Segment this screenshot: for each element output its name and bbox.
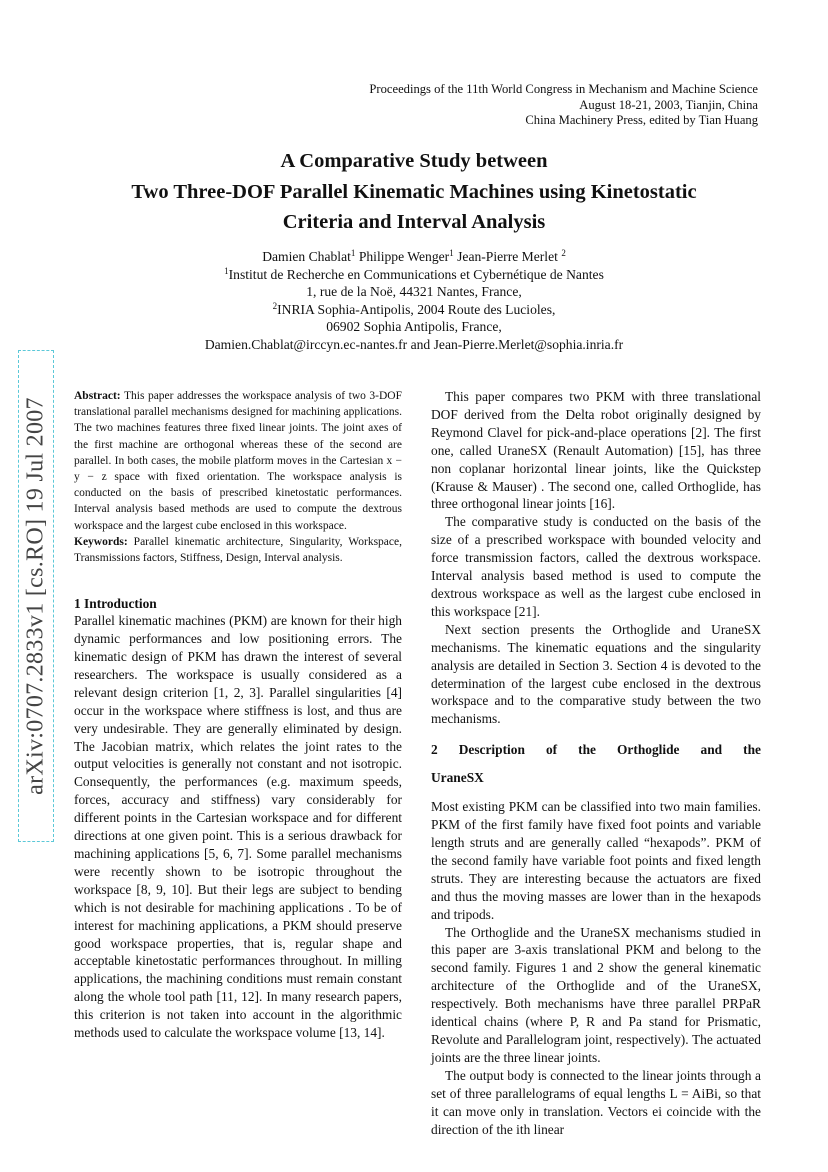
proceedings-line: August 18-21, 2003, Tianjin, China [579,97,758,112]
proceedings-line: Proceedings of the 11th World Congress in Mechanism and Machine Science [369,82,758,96]
affiliation-name: Institut de Recherche en Communications et Cybernétique de Nantes [228,266,604,282]
affiliation-mark: 1 [449,248,454,258]
abstract-text: This paper addresses the workspace analysis of two 3-DOF translational parallel mechanisms designed for machining applications. The two machines features three fixed linear joints. The joint axes of the first machine are orthogonal whereas these of the second are parallel. In both cases, the mobile platform moves in the Cartesian x − y − z space with fixed orientation. The workspace analysis is conducted on the basis of prescribed kinetostatic performances. Interval analysis based methods are used to compute the dextrous workspace and the largest cube enclosed in this workspace. [74,390,402,532]
introduction-section [74,596,402,1042]
author-emails: Damien.Chablat@irccyn.ec-nantes.fr and Jean-Pierre.Merlet@sophia.inria.fr [204,336,624,352]
abstract [74,388,402,566]
section-paragraph: This paper compares two PKM with three translational DOF derived from the Delta robot originally designed by Reymond Clavel for pick-and-place operations [2]. The first one, called UraneSX (Renault Automation) [15], has three non coplanar horizontal linear joints, like the Quickstep (Krause & Mauser) . The second one, called Orthoglide, has three orthogonal linear joints [16]. [431,389,761,512]
author-name: Damien Chablat [262,249,351,264]
section-paragraph: The Orthoglide and the UraneSX mechanisms studied in this paper are 3-axis translational PKM and belong to the second family. Figures 1 and 2 show the general kinematic architecture of the Orthoglide and of the UraneSX, respectively. Both mechanisms have three parallel PRPaR identical chains (where P, R and Pa stand for Prismatic, Revolute and Parallelogram joint, respectively). The actuated joints are the three linear joints. [431,924,761,1065]
paper-title [60,146,768,238]
arxiv-side-stamp [18,350,54,842]
proceedings-line: China Machinery Press, edited by Tian Huang [525,113,758,128]
arxiv-stamp-text: arXiv:0707.2833v1 [cs.RO] 19 Jul 2007 [22,397,49,795]
affiliation-1-address: 1, rue de la Noë, 44321 Nantes, France, [306,284,522,300]
affiliation-mark: 1 [224,265,229,276]
right-column [431,388,761,1138]
section-paragraph: Parallel kinematic machines (PKM) are known for their high dynamic performances and low positioning errors. The kinematic design of PKM has drawn the interest of several researchers. The workspace is usually considered as a relevant design criterion [1, 2, 3]. Parallel singularities [4] occur in the workspace where stiffness is lost, and thus are very undesirable. They are generally eliminated by design. The Jacobian matrix, which relates the joint rates to the output velocities is generally not constant and not isotropic. Consequently, the performances (e.g. maximum speeds, forces, accuracy and stiffness) vary considerably for different points in the Cartesian workspace and for different directions at one given point. This is a serious drawback for machining applications [5, 6, 7]. Some parallel mechanisms were recently shown to be isotropic throughout the workspace [8, 9, 10]. But their legs are subject to bending which is not desirable for machining applications . To be of interest for machining applications, a PKM should preserve good workspace properties, that is, regular shape and acceptable kinetostatic performances throughout. In milling applications, the machining conditions must remain constant along the whole tool path [11, 12]. In many research papers, this criterion is not taken into account in the algorithmic methods used to calculate the workspace volume [13, 14]. [74,613,402,1041]
affiliation-2 [100,301,728,319]
abstract-label: Abstract: [74,390,121,402]
affiliation-1 [100,266,728,284]
keywords-label: Keywords: [74,535,128,548]
section-heading: 1 Introduction [74,596,157,612]
author-names [100,248,728,266]
author-block [100,248,728,354]
affiliation-mark: 2 [272,300,278,311]
author-name: Jean-Pierre Merlet [457,249,558,264]
section-paragraph: The output body is connected to the linear joints through a set of three parallelograms of equal lengths L = AiBi, so that it can move only in translation. Vectors ei coincide with the direction of the ith linear [431,1067,761,1137]
author-name: Philippe Wenger [358,249,450,264]
section-paragraph: The comparative study is conducted on the basis of the size of a prescribed workspace with bounded velocity and force transmission factors, called the dextrous workspace. Interval analysis based method is used to compute the dextrous workspace as well as the largest cube enclosed in this workspace [21]. [431,514,761,619]
keywords-text: Parallel kinematic architecture, Singularity, Workspace, Transmissions factors, Stiffness, Design, Interval analysis. [74,535,402,565]
section-paragraph: Most existing PKM can be classified into two main families. PKM of the first family have fixed foot points and variable length struts and are generally called “hexapods”. PKM of the second family have variable foot points and fixed length struts. They are interesting because the actuators are fixed and thus the moving masses are lower than in the hexapods and tripods. [431,799,761,922]
title-line: Two Three-DOF Parallel Kinematic Machines using Kinetostatic [131,180,697,203]
title-line: Criteria and Interval Analysis [282,211,546,233]
affiliation-name: INRIA Sophia-Antipolis, 2004 Route des Lucioles, [277,301,556,317]
section-heading: 2 Description of the Orthoglide and the UraneSX [431,742,761,786]
proceedings-header [238,82,758,129]
title-line: A Comparative Study between [280,150,548,172]
section-paragraph: Next section presents the Orthoglide and UraneSX mechanisms. The kinematic equations and the singularity analysis are detailed in Section 3. Section 4 is devoted to the determination of the largest cube enclosed in the dextrous workspace and to the comparative study between the two mechanisms. [431,621,761,727]
affiliation-mark: 1 [350,248,356,258]
affiliation-mark: 2 [561,248,566,258]
affiliation-2-address: 06902 Sophia Antipolis, France, [326,319,502,335]
left-column [74,388,402,1042]
